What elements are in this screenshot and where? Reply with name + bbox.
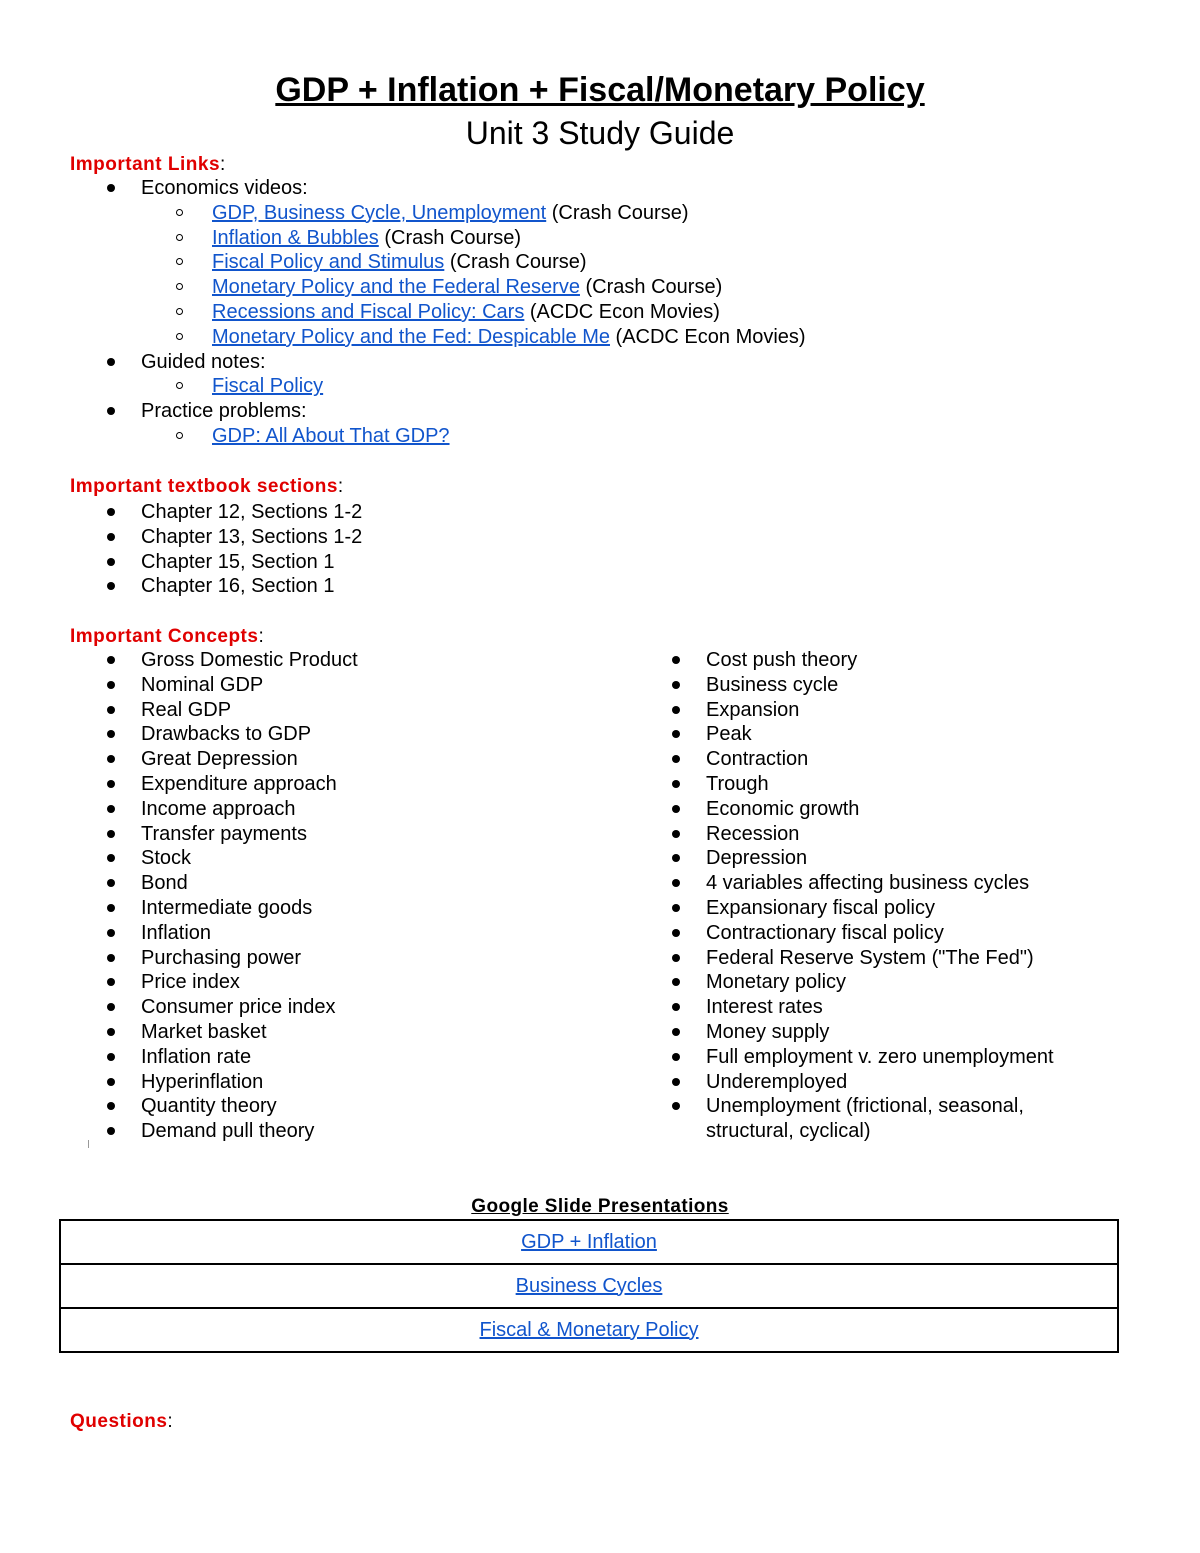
list-item bbox=[70, 698, 358, 723]
bullet-icon bbox=[107, 805, 115, 813]
list-item bbox=[635, 648, 1096, 673]
list-item bbox=[635, 772, 1096, 797]
bullet-icon bbox=[672, 706, 680, 714]
concept-term: Contraction bbox=[706, 748, 809, 771]
list-item bbox=[70, 350, 806, 375]
link-group-videos bbox=[70, 176, 806, 350]
important-links-heading bbox=[70, 153, 226, 177]
questions-heading-text: Questions bbox=[70, 1411, 168, 1432]
concept-term: Price index bbox=[141, 971, 240, 994]
concept-term: Stock bbox=[141, 847, 192, 870]
concept-term: Money supply bbox=[706, 1020, 830, 1043]
hollow-bullet-icon bbox=[176, 382, 183, 389]
concept-term: Bond bbox=[141, 872, 188, 895]
concept-term: Demand pull theory bbox=[141, 1120, 315, 1143]
list-item bbox=[635, 673, 1096, 698]
hollow-bullet-icon bbox=[176, 209, 183, 216]
list-item bbox=[70, 846, 358, 871]
bullet-icon bbox=[107, 656, 115, 664]
list-item bbox=[70, 722, 358, 747]
concept-term: Market basket bbox=[141, 1020, 267, 1043]
bullet-icon bbox=[107, 706, 115, 714]
table-cell bbox=[60, 1308, 1118, 1352]
list-item bbox=[635, 946, 1096, 971]
bullet-icon bbox=[107, 1053, 115, 1061]
list-item bbox=[70, 399, 806, 424]
hollow-bullet-icon bbox=[176, 432, 183, 439]
concept-term: Trough bbox=[706, 772, 769, 795]
list-item bbox=[635, 1020, 1096, 1045]
hollow-bullet-icon bbox=[176, 308, 183, 315]
list-item bbox=[70, 970, 358, 995]
concept-term: Contractionary fiscal policy bbox=[706, 921, 944, 944]
concept-term: 4 variables affecting business cycles bbox=[706, 872, 1030, 895]
concept-term: Expansion bbox=[706, 698, 800, 721]
concept-term: Inflation rate bbox=[141, 1045, 252, 1068]
bullet-icon bbox=[672, 730, 680, 738]
concept-term: Intermediate goods bbox=[141, 896, 313, 919]
concept-term: Purchasing power bbox=[141, 946, 302, 969]
list-item bbox=[70, 275, 806, 300]
list-item bbox=[70, 896, 358, 921]
list-item bbox=[70, 797, 358, 822]
list-item bbox=[70, 772, 358, 797]
important-links-heading-text: Important Links bbox=[70, 154, 221, 175]
list-item bbox=[635, 846, 1096, 871]
list-item bbox=[635, 698, 1096, 723]
hollow-bullet-icon bbox=[176, 234, 183, 241]
bullet-icon bbox=[107, 1003, 115, 1011]
list-item bbox=[70, 325, 806, 350]
concept-term: Quantity theory bbox=[141, 1095, 277, 1118]
list-item bbox=[635, 871, 1096, 896]
bullet-icon bbox=[672, 805, 680, 813]
video-link[interactable]: Monetary Policy and the Fed: Despicable Me bbox=[212, 325, 610, 348]
video-link[interactable]: GDP, Business Cycle, Unemployment bbox=[212, 201, 547, 224]
link-source: (ACDC Econ Movies) bbox=[524, 300, 720, 323]
video-link[interactable]: Fiscal Policy and Stimulus bbox=[212, 251, 445, 274]
bullet-icon bbox=[672, 978, 680, 986]
list-item bbox=[635, 896, 1096, 921]
notes-link[interactable]: Fiscal Policy bbox=[212, 375, 324, 398]
concepts-heading bbox=[70, 625, 264, 649]
bullet-icon bbox=[107, 854, 115, 862]
concept-term: Transfer payments bbox=[141, 822, 307, 845]
concept-term: Inflation bbox=[141, 921, 212, 944]
video-link[interactable]: Inflation & Bubbles bbox=[212, 226, 379, 249]
link-group-guided-notes bbox=[70, 350, 806, 400]
list-item bbox=[635, 1070, 1096, 1095]
bullet-icon bbox=[107, 1102, 115, 1110]
list-item bbox=[635, 797, 1096, 822]
list-item bbox=[70, 574, 362, 599]
list-item bbox=[635, 722, 1096, 747]
bullet-icon bbox=[107, 780, 115, 788]
concept-term: Depression bbox=[706, 847, 808, 870]
list-item bbox=[70, 921, 358, 946]
group-label: Guided notes: bbox=[141, 350, 266, 373]
bullet-icon bbox=[672, 904, 680, 912]
bullet-icon bbox=[672, 854, 680, 862]
textbook-section: Chapter 13, Sections 1-2 bbox=[141, 525, 363, 548]
list-item bbox=[635, 747, 1096, 772]
bullet-icon bbox=[672, 954, 680, 962]
concept-term: Income approach bbox=[141, 797, 296, 820]
list-item bbox=[70, 500, 362, 525]
bullet-icon bbox=[107, 1127, 115, 1135]
link-source: (Crash Course) bbox=[579, 276, 723, 299]
slide-link[interactable]: Business Cycles bbox=[515, 1274, 663, 1297]
list-item bbox=[70, 1020, 358, 1045]
video-link[interactable]: Monetary Policy and the Federal Reserve bbox=[212, 276, 580, 299]
bullet-icon bbox=[107, 879, 115, 887]
group-label: Economics videos: bbox=[141, 177, 308, 199]
list-item bbox=[635, 1045, 1096, 1070]
guided-notes-list bbox=[70, 374, 806, 399]
bullet-icon bbox=[672, 681, 680, 689]
bullet-icon bbox=[107, 954, 115, 962]
bullet-icon bbox=[107, 407, 115, 415]
concept-term: Business cycle bbox=[706, 673, 839, 696]
bullet-icon bbox=[672, 1053, 680, 1061]
practice-problems-list bbox=[70, 424, 806, 449]
bullet-icon bbox=[107, 508, 115, 516]
list-item bbox=[70, 300, 806, 325]
page-subtitle: Unit 3 Study Guide bbox=[465, 115, 735, 151]
practice-link[interactable]: GDP: All About That GDP? bbox=[212, 424, 450, 447]
list-item bbox=[70, 1070, 358, 1095]
slide-link[interactable]: Fiscal & Monetary Policy bbox=[479, 1318, 699, 1341]
list-item bbox=[635, 921, 1096, 946]
bullet-icon bbox=[672, 1078, 680, 1086]
slides-title: Google Slide Presentations bbox=[471, 1196, 729, 1217]
concept-term: Drawbacks to GDP bbox=[141, 723, 312, 746]
table-cell bbox=[60, 1220, 1118, 1264]
concept-term: Nominal GDP bbox=[141, 673, 264, 696]
video-link[interactable]: Recessions and Fiscal Policy: Cars bbox=[212, 300, 525, 323]
list-item bbox=[70, 250, 806, 275]
list-item bbox=[70, 1045, 358, 1070]
list-item bbox=[70, 1119, 358, 1144]
bullet-icon bbox=[672, 879, 680, 887]
bullet-icon bbox=[107, 904, 115, 912]
concept-term: Expenditure approach bbox=[141, 772, 337, 795]
list-item bbox=[70, 822, 358, 847]
concepts-heading-text: Important Concepts bbox=[70, 626, 259, 647]
list-item bbox=[70, 1094, 358, 1119]
slide-link[interactable]: GDP + Inflation bbox=[521, 1230, 657, 1253]
list-item bbox=[70, 226, 806, 251]
link-source: (Crash Course) bbox=[546, 201, 689, 224]
list-item bbox=[70, 550, 362, 575]
bullet-icon bbox=[107, 730, 115, 738]
heading-colon: : bbox=[337, 476, 344, 497]
list-item bbox=[70, 747, 358, 772]
link-group-practice bbox=[70, 399, 806, 449]
concept-term: Recession bbox=[706, 822, 800, 845]
bullet-icon bbox=[672, 929, 680, 937]
concept-term: Full employment v. zero unemployment bbox=[706, 1045, 1054, 1068]
margin-mark bbox=[88, 1140, 89, 1148]
textbook-heading bbox=[70, 475, 344, 499]
table-row bbox=[60, 1308, 1118, 1352]
bullet-icon bbox=[107, 582, 115, 590]
bullet-icon bbox=[107, 681, 115, 689]
concept-term: Unemployment (frictional, seasonal, structural, cyclical) bbox=[706, 1095, 1024, 1143]
heading-colon: : bbox=[258, 626, 265, 647]
slides-table bbox=[59, 1219, 1119, 1353]
bullet-icon bbox=[107, 533, 115, 541]
hollow-bullet-icon bbox=[176, 258, 183, 265]
concept-term: Real GDP bbox=[141, 698, 232, 721]
bullet-icon bbox=[107, 830, 115, 838]
bullet-icon bbox=[672, 1003, 680, 1011]
concept-term: Hyperinflation bbox=[141, 1070, 264, 1093]
heading-colon: : bbox=[220, 154, 226, 175]
important-links-list bbox=[70, 176, 806, 449]
textbook-section: Chapter 12, Sections 1-2 bbox=[141, 501, 363, 523]
link-source: (Crash Course) bbox=[444, 251, 587, 274]
list-item bbox=[70, 176, 806, 201]
page-title: GDP + Inflation + Fiscal/Monetary Policy bbox=[275, 71, 925, 109]
list-item bbox=[635, 822, 1096, 847]
list-item bbox=[70, 995, 358, 1020]
list-item bbox=[70, 525, 362, 550]
hollow-bullet-icon bbox=[176, 333, 183, 340]
video-links-list bbox=[70, 201, 806, 350]
concept-term: Economic growth bbox=[706, 797, 860, 820]
bullet-icon bbox=[107, 978, 115, 986]
bullet-icon bbox=[672, 780, 680, 788]
bullet-icon bbox=[672, 1028, 680, 1036]
concept-term: Consumer price index bbox=[141, 996, 336, 1019]
list-item bbox=[70, 374, 806, 399]
concept-term: Gross Domestic Product bbox=[141, 649, 358, 671]
bullet-icon bbox=[672, 1102, 680, 1110]
hollow-bullet-icon bbox=[176, 283, 183, 290]
concept-term: Interest rates bbox=[706, 996, 823, 1019]
list-item bbox=[635, 970, 1096, 995]
questions-heading bbox=[70, 1410, 173, 1434]
bullet-icon bbox=[107, 929, 115, 937]
concept-term: Cost push theory bbox=[706, 649, 858, 671]
list-item bbox=[70, 946, 358, 971]
bullet-icon bbox=[672, 656, 680, 664]
concept-term: Great Depression bbox=[141, 748, 298, 771]
bullet-icon bbox=[672, 830, 680, 838]
table-row bbox=[60, 1264, 1118, 1308]
link-source: (ACDC Econ Movies) bbox=[609, 325, 806, 348]
concept-term: Peak bbox=[706, 723, 752, 746]
bullet-icon bbox=[107, 358, 115, 366]
group-label: Practice problems: bbox=[141, 400, 307, 423]
textbook-section: Chapter 15, Section 1 bbox=[141, 550, 335, 573]
list-item bbox=[635, 1094, 1096, 1144]
textbook-section: Chapter 16, Section 1 bbox=[141, 575, 335, 598]
bullet-icon bbox=[107, 1028, 115, 1036]
list-item bbox=[635, 995, 1096, 1020]
list-item bbox=[70, 871, 358, 896]
textbook-heading-text: Important textbook sections bbox=[70, 476, 338, 497]
bullet-icon bbox=[107, 755, 115, 763]
concept-term: Underemployed bbox=[706, 1070, 848, 1093]
list-item bbox=[70, 201, 806, 226]
heading-colon: : bbox=[167, 1411, 174, 1432]
concepts-left-list bbox=[70, 648, 358, 1144]
textbook-list bbox=[70, 500, 362, 599]
table-row bbox=[60, 1220, 1118, 1264]
concept-term: Monetary policy bbox=[706, 971, 847, 994]
list-item bbox=[70, 648, 358, 673]
concepts-right-list bbox=[635, 648, 1096, 1144]
bullet-icon bbox=[107, 184, 115, 192]
bullet-icon bbox=[107, 558, 115, 566]
list-item bbox=[70, 673, 358, 698]
table-cell bbox=[60, 1264, 1118, 1308]
link-source: (Crash Course) bbox=[378, 226, 522, 249]
bullet-icon bbox=[672, 755, 680, 763]
bullet-icon bbox=[107, 1078, 115, 1086]
concept-term: Federal Reserve System ("The Fed") bbox=[706, 946, 1034, 969]
list-item bbox=[70, 424, 806, 449]
concept-term: Expansionary fiscal policy bbox=[706, 896, 935, 919]
